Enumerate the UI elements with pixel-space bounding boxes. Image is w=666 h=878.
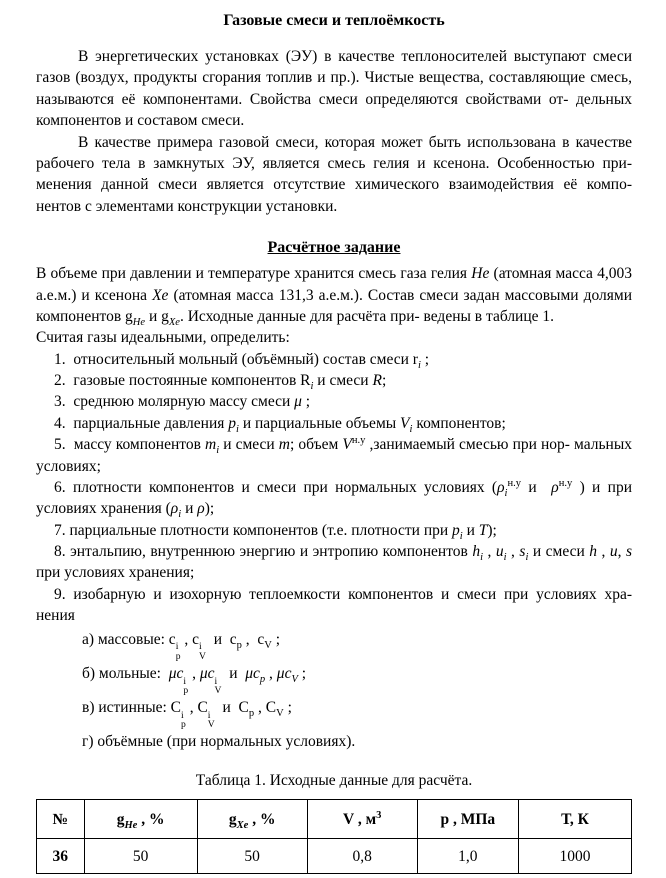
table-header-row (37, 800, 632, 839)
table-row (37, 839, 632, 874)
intro-paragraph-1: В энергетических установках (ЭУ) в качестве теплоносителей выступают смеси газов (воздух, продукты сгорания топлив и пр.). Чистые вещества, составляющие смесь, называются её компонентами. Свойства смеси определяются свойствами от- дельных компонентов и составом смеси. (36, 48, 632, 130)
column-header-g-xe: $g_{Xe}$ , % (197, 800, 307, 839)
cell-variant-number: 36 (37, 839, 85, 874)
column-header-number: № (37, 800, 85, 839)
task-item-1: 1. относительный мольный (объёмный) состав смеси $r_i$ ; (54, 350, 430, 371)
task-item-9: 9. изобарную и изохорную теплоемкости компонентов и смеси при условиях хра- нения (36, 585, 632, 625)
cell-g-he: 50 (84, 839, 197, 874)
task-item-4: 4. парциальные давления $p_i$ и парциальные объемы $V_i$ компонентов; (54, 414, 506, 435)
input-data-table (36, 799, 632, 874)
task-item-6: 6. плотности компонентов и смеси при нормальных условиях ($\rho_i^{н.у}$ и $\rho^{н.у}$ ) и при условиях хранения ($\rho_i$ и ρ); (36, 477, 632, 521)
column-header-temperature: Т, К (518, 800, 631, 839)
task-item-8: 8. энтальпию, внутреннюю энергию и энтропию компонентов $h_i$ , $u_i$ , $s_i$ и смеси h , u, s при условиях хранения; (36, 543, 632, 582)
task-subitem-a: а) массовые: c i p , c i V и $c_p$ , $c_V$ ; (82, 630, 281, 662)
table-caption: Таблица 1. Исходные данные для расчёта. (195, 772, 473, 790)
cell-pressure: 1,0 (417, 839, 518, 874)
column-header-g-he: $g_{He}$ , % (84, 800, 197, 839)
task-item-7: 7. парциальные плотности компонентов (т.е. плотности при $p_i$ и T); (54, 521, 497, 542)
intro-paragraph-2: В качестве примера газовой смеси, которая может быть использована в качестве рабочего тела в замкнутых ЭУ, является смесь гелия и ксенона. Особенностью при- менения данной смеси является отсутствие химического взаимодействия её компо- нентов с элементами конструкции установки. (36, 133, 632, 215)
task-subitem-b: б) мольные: μc i p , μc i V и $\mu c_p$ , $\mu c_V$ ; (82, 664, 307, 696)
column-header-volume: V , $м^3$ (307, 800, 417, 839)
task-subitem-v: в) истинные: C i p , C i V и $C_p$ , $C_V$ ; (82, 698, 292, 730)
task-determine-line: Считая газы идеальными, определить: (36, 329, 290, 347)
document-title: Газовые смеси и теплоёмкость (223, 12, 445, 29)
column-header-pressure: p , МПа (417, 800, 518, 839)
task-item-2: 2. газовые постоянные компонентов $R_i$ и смеси R; (54, 372, 387, 393)
cell-g-xe: 50 (197, 839, 307, 874)
cell-temperature: 1000 (518, 839, 631, 874)
task-section-heading: Расчётное задание (267, 239, 401, 257)
task-intro-paragraph: В объеме при давлении и температуре хранится смесь газа гелия He (атомная масса 4,003 а.е.м.) и ксенона Xe (атомная масса 131,3 а.е.м.). Состав смеси задан массовыми долями компонентов $g_{He}$ и $g_{Xe}$. Исходные данные для расчёта при- ведены в таблице 1. (36, 265, 633, 328)
task-subitem-g: г) объёмные (при нормальных условиях). (82, 732, 356, 750)
task-item-5: 5. массу компонентов $m_i$ и смеси m; объем $V^{н.у}$ ,занимаемый смесью при нор- мальных условиях; (36, 435, 633, 475)
cell-volume: 0,8 (307, 839, 417, 874)
task-item-3: 3. среднюю молярную массу смеси μ ; (54, 393, 311, 411)
